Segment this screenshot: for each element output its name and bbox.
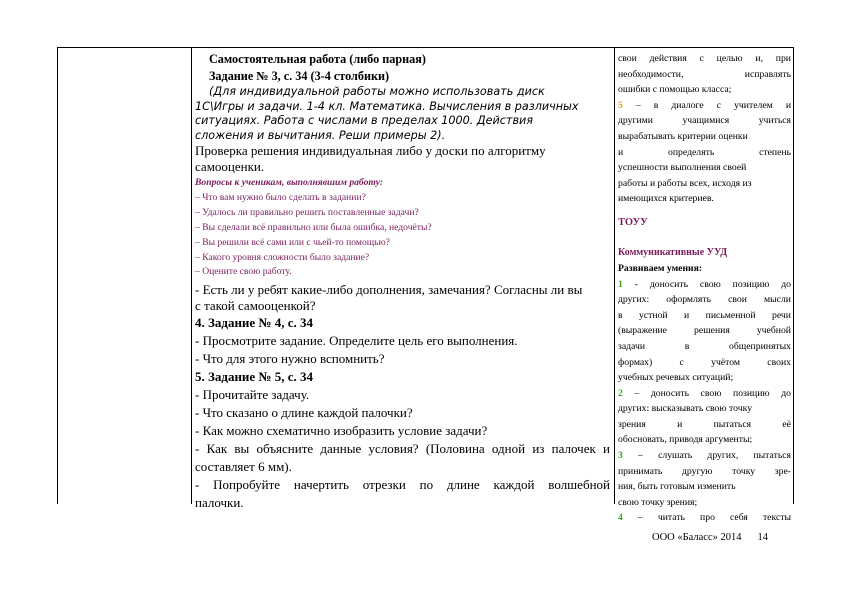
communicative-uud-title: Коммуникативные УУД	[618, 246, 728, 258]
uud-text: – слушать других, пытаться	[622, 450, 791, 462]
uud-item-5	[618, 98, 791, 114]
uud-item-1	[618, 277, 791, 293]
uud-text-line: свои действия с целью и, при	[618, 53, 791, 64]
italic-note-line: сложения и вычитания. Реши примеры 2).	[195, 128, 446, 142]
question-item: – Вы сделали всё правильно или была ошибка, недочёты?	[195, 221, 432, 233]
task3-heading: Задание № 3, с. 34 (3-4 столбики)	[209, 69, 390, 83]
task5-item: - Как можно схематично изобразить условие задачи?	[195, 423, 488, 439]
uud-text-line: принимать другую точку зре-	[618, 465, 791, 477]
uud-text-line: необходимости, исправлять	[618, 68, 791, 80]
task4-item: - Просмотрите задание. Определите цель его выполнения.	[195, 333, 518, 349]
uud-item-2	[618, 386, 791, 402]
uud-text-line: свою точку зрения;	[618, 496, 698, 508]
uud-text-line: в устной и письменной речи	[618, 309, 791, 321]
uud-text-line: другими учащимися учиться	[618, 115, 791, 127]
uud-text-line: ошибки с помощью класса;	[618, 84, 732, 96]
task5-draw-line: палочки.	[195, 495, 244, 511]
question-item: – Вы решили всё сами или с чьей-то помощью?	[195, 236, 390, 248]
uud-text: – в диалоге с учителем и	[622, 99, 791, 111]
footer-company: ООО «Баласс» 2014	[652, 532, 742, 543]
questions-title: Вопросы к ученикам, выполнявшим работу:	[195, 177, 383, 188]
item-number: 2	[618, 387, 623, 399]
check-text-line: Проверка решения индивидуальная либо у доски по алгоритму	[195, 143, 546, 158]
question-item: – Что вам нужно было сделать в задании?	[195, 191, 366, 203]
check-text-line: самооценки.	[195, 159, 265, 174]
uud-text: – читать про себя тексты	[622, 512, 791, 524]
question-item: – Какого уровня сложности было задание?	[195, 251, 370, 263]
uud-item-3	[618, 448, 791, 464]
lesson-content-column	[195, 51, 610, 511]
uud-text-line: других: оформлять свои мысли	[618, 294, 791, 306]
page-number: 14	[757, 532, 769, 543]
lesson-table	[57, 47, 794, 524]
task4-heading: 4. Задание № 4, с. 34	[195, 315, 314, 331]
task5-item: - Прочитайте задачу.	[195, 387, 310, 403]
develop-skills-label: Развиваем умения:	[618, 262, 703, 274]
page-footer	[652, 532, 768, 543]
additions-line: с такой самооценкой?	[195, 298, 316, 314]
task5-condition-line: составляет 6 мм).	[195, 459, 292, 475]
task5-heading: 5. Задание № 5, с. 34	[195, 369, 314, 385]
task5-condition-line: - Как вы объясните данные условия? (Половина одной из палочек и	[195, 441, 610, 457]
column-divider-left	[191, 48, 192, 504]
uud-text-line: и определять степень	[618, 146, 791, 158]
uud-text-line: учебных речевых ситуаций;	[618, 372, 734, 384]
italic-note-line: (Для индивидуальной работы можно использовать диск	[209, 85, 545, 98]
task4-item: - Что для этого нужно вспомнить?	[195, 351, 385, 367]
italic-note-line: 1С\Игры и задачи. 1-4 кл. Математика. Вычисления в различных	[195, 99, 579, 113]
item-number: 5	[618, 99, 623, 111]
uud-text: – доносить свою позицию до	[622, 387, 791, 399]
toyy-heading: ТОУУ	[618, 216, 648, 228]
uud-text-line: других: высказывать свою точку	[618, 403, 753, 415]
uud-text: - доносить свою позицию до	[622, 278, 791, 290]
uud-text-line: вырабатывать критерии оценки	[618, 130, 748, 142]
uud-text-line: задачи в общепринятых	[618, 340, 791, 352]
uud-text-line: формах) с учётом своих	[618, 356, 791, 368]
uud-text-line: ния, быть готовым изменить	[618, 481, 736, 493]
item-number: 1	[618, 278, 623, 290]
column-divider-right	[614, 48, 615, 504]
question-item: – Удалось ли правильно решить поставленные задачи?	[195, 206, 419, 218]
question-item: – Оцените свою работу.	[195, 266, 292, 278]
uud-item-4	[618, 510, 791, 526]
uud-text-line: (выражение решения учебной	[618, 325, 791, 337]
uud-column	[618, 51, 791, 524]
section-heading: Самостоятельная работа (либо парная)	[209, 52, 426, 66]
task5-draw-line: - Попробуйте начертить отрезки по длине каждой волшебной	[195, 477, 610, 493]
uud-text-line: успешности выполнения своей	[618, 162, 747, 174]
uud-text-line: обосновать, приводя аргументы;	[618, 434, 753, 446]
uud-text-line: работы и работы всех, исходя из	[618, 177, 752, 189]
uud-text-line: зрения и пытаться её	[618, 418, 791, 430]
item-number: 4	[618, 512, 623, 524]
uud-text-line: имеющихся критериев.	[618, 193, 714, 205]
task5-item: - Что сказано о длине каждой палочки?	[195, 405, 413, 421]
additions-line: - Есть ли у ребят какие-либо дополнения, замечания? Согласны ли вы	[195, 282, 583, 298]
item-number: 3	[618, 450, 623, 462]
italic-note-line: ситуациях. Работа с числами в пределах 1000. Действия	[195, 114, 534, 127]
